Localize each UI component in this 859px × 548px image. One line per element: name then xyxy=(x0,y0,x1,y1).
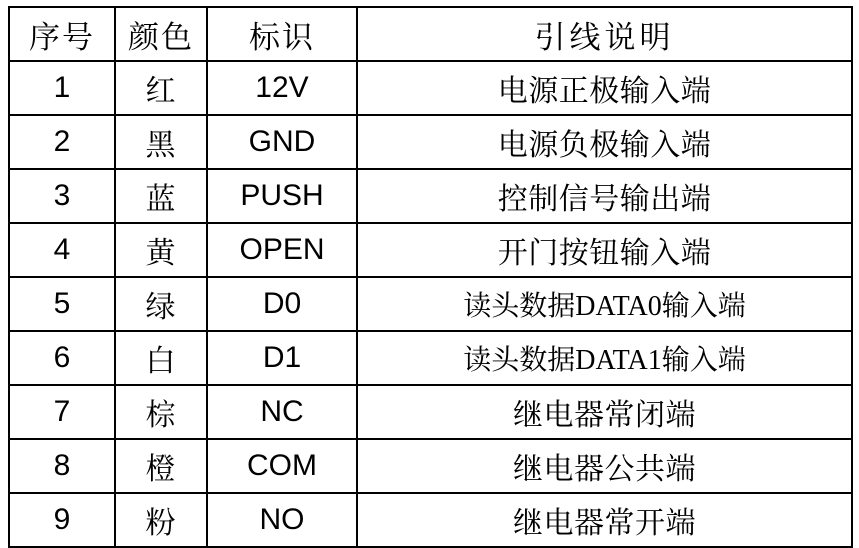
cell-mark: COM xyxy=(207,439,357,493)
table-header-row xyxy=(9,7,852,61)
cell-mark: PUSH xyxy=(207,169,357,223)
cell-description: 开门按钮输入端 xyxy=(357,223,852,277)
table-row xyxy=(9,331,852,385)
cell-color: 棕 xyxy=(115,385,207,439)
cell-mark: 12V xyxy=(207,61,357,115)
cell-color: 黄 xyxy=(115,223,207,277)
cell-mark: NO xyxy=(207,493,357,547)
cell-mark: OPEN xyxy=(207,223,357,277)
cell-description: 继电器公共端 xyxy=(357,439,852,493)
table-row xyxy=(9,277,852,331)
cell-description: 电源正极输入端 xyxy=(357,61,852,115)
cell-index: 9 xyxy=(9,493,115,547)
cell-color: 蓝 xyxy=(115,169,207,223)
cell-mark: D0 xyxy=(207,277,357,331)
cell-color: 白 xyxy=(115,331,207,385)
cell-description: 继电器常闭端 xyxy=(357,385,852,439)
cell-index: 3 xyxy=(9,169,115,223)
header-index: 序号 xyxy=(9,7,115,61)
table-row xyxy=(9,115,852,169)
header-mark: 标识 xyxy=(207,7,357,61)
cell-description: 电源负极输入端 xyxy=(357,115,852,169)
cell-mark: D1 xyxy=(207,331,357,385)
cell-index: 8 xyxy=(9,439,115,493)
cell-index: 6 xyxy=(9,331,115,385)
header-color: 颜色 xyxy=(115,7,207,61)
table-row xyxy=(9,169,852,223)
cell-description: 读头数据DATA1输入端 xyxy=(357,331,852,385)
cell-index: 4 xyxy=(9,223,115,277)
cell-index: 2 xyxy=(9,115,115,169)
cell-index: 1 xyxy=(9,61,115,115)
cell-index: 7 xyxy=(9,385,115,439)
header-description: 引线说明 xyxy=(357,7,852,61)
cell-color: 粉 xyxy=(115,493,207,547)
table-row xyxy=(9,223,852,277)
cell-description: 继电器常开端 xyxy=(357,493,852,547)
cell-mark: GND xyxy=(207,115,357,169)
wiring-definition-table xyxy=(8,6,853,548)
table-row xyxy=(9,61,852,115)
cell-index: 5 xyxy=(9,277,115,331)
cell-color: 黑 xyxy=(115,115,207,169)
cell-color: 橙 xyxy=(115,439,207,493)
table-row xyxy=(9,493,852,547)
table-row xyxy=(9,385,852,439)
cell-description: 控制信号输出端 xyxy=(357,169,852,223)
cell-color: 绿 xyxy=(115,277,207,331)
cell-description: 读头数据DATA0输入端 xyxy=(357,277,852,331)
cell-color: 红 xyxy=(115,61,207,115)
table-row xyxy=(9,439,852,493)
cell-mark: NC xyxy=(207,385,357,439)
